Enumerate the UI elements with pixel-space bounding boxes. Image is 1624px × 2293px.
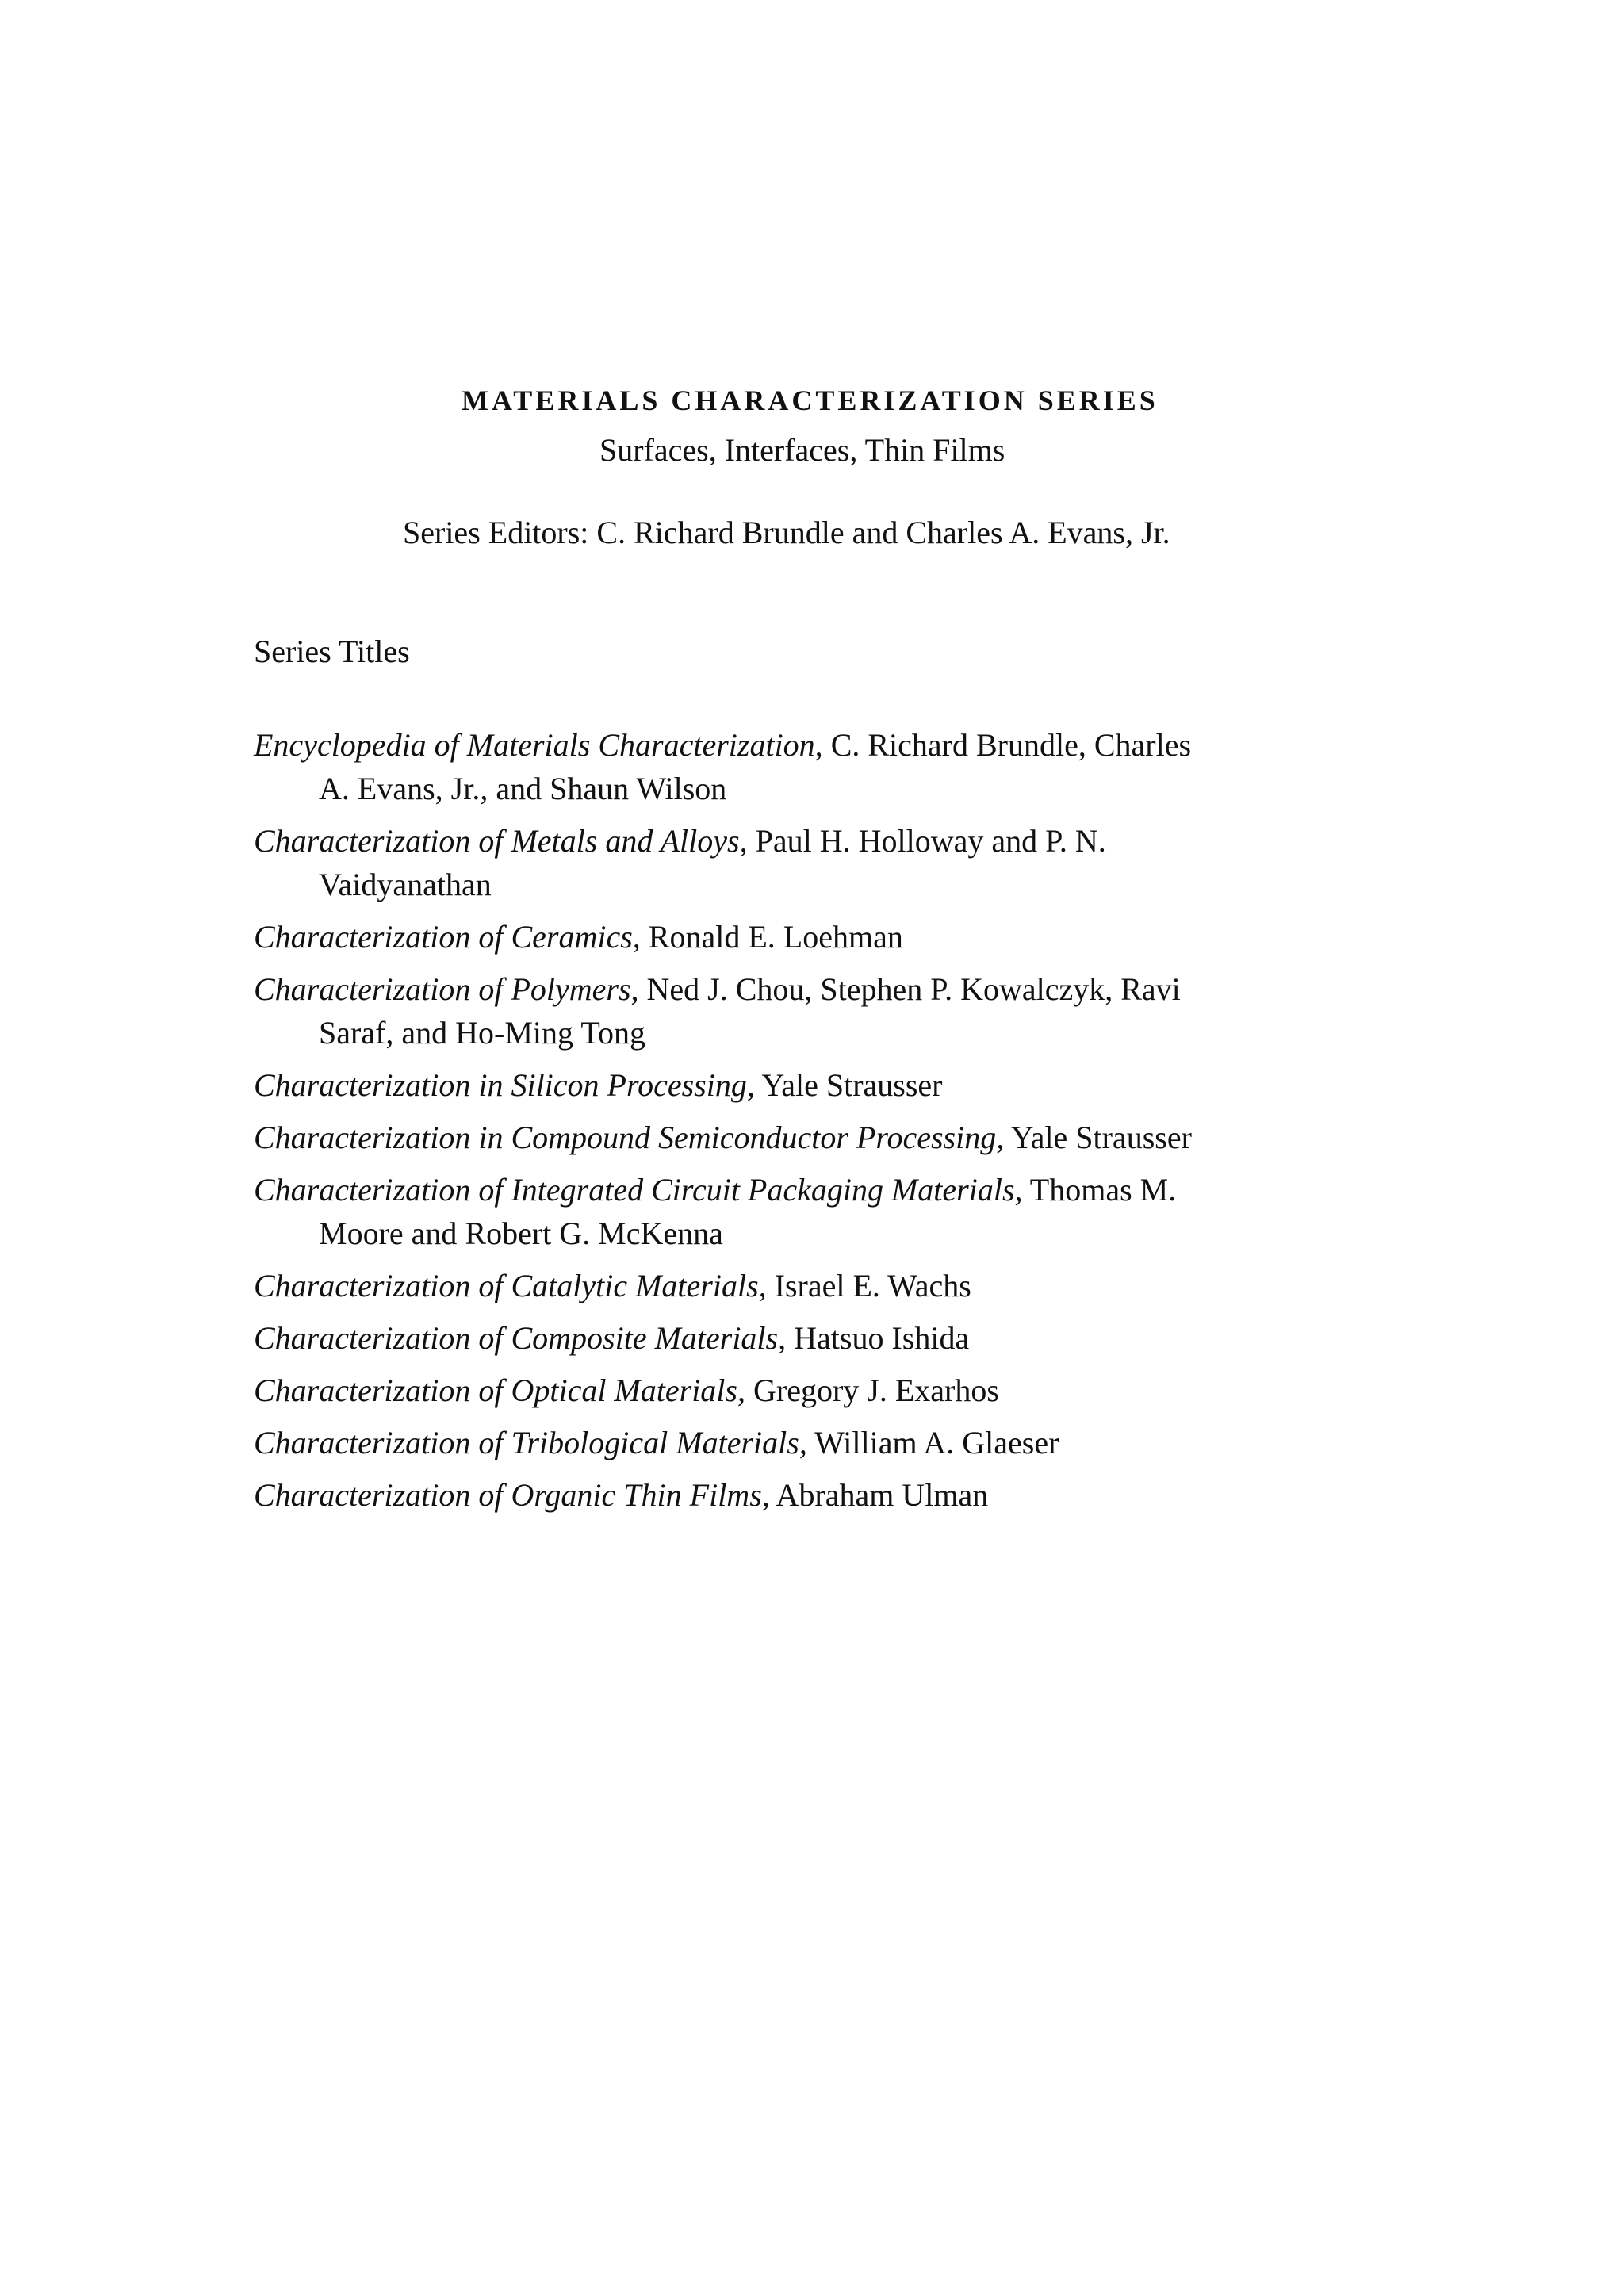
book-title: Characterization of Polymers,	[254, 971, 639, 1007]
book-authors: Gregory J. Exarhos	[745, 1372, 999, 1408]
book-title: Characterization of Catalytic Materials,	[254, 1268, 767, 1303]
book-title: Characterization of Optical Materials,	[254, 1372, 745, 1408]
book-authors: Ned J. Chou, Stephen P. Kowalczyk, Ravi Saraf, and Ho-Ming Tong	[319, 971, 1181, 1051]
series-title-entry	[254, 1168, 1205, 1255]
series-title-entry	[254, 1369, 1205, 1412]
series-title-entry	[254, 1264, 1205, 1307]
book-authors: Ronald E. Loehman	[640, 919, 903, 955]
series-title-entry	[254, 1116, 1205, 1159]
series-title-entry	[254, 915, 1205, 959]
series-name-heading: MATERIALS CHARACTERIZATION SERIES	[462, 385, 1159, 416]
series-title-entry	[254, 967, 1205, 1055]
series-title-entry	[254, 819, 1205, 906]
book-title: Encyclopedia of Materials Characterization,	[254, 727, 823, 763]
book-authors: William A. Glaeser	[806, 1425, 1059, 1460]
book-title: Characterization of Ceramics,	[254, 919, 641, 955]
series-titles-heading: Series Titles	[254, 634, 410, 669]
book-authors: Yale Strausser	[1004, 1120, 1192, 1155]
book-authors: Paul H. Holloway and P. N. Vaidyanathan	[319, 823, 1106, 902]
book-authors: Israel E. Wachs	[766, 1268, 971, 1303]
series-title-entry	[254, 1421, 1205, 1464]
book-title: Characterization of Organic Thin Films,	[254, 1477, 770, 1513]
series-title-entry	[254, 1473, 1205, 1517]
series-editors-line: Series Editors: C. Richard Brundle and Charles A. Evans, Jr.	[403, 515, 1170, 550]
book-authors: Abraham Ulman	[769, 1477, 989, 1513]
book-title: Characterization of Composite Materials,	[254, 1320, 787, 1356]
book-authors: Yale Strausser	[754, 1067, 943, 1103]
series-title-entry	[254, 1063, 1205, 1107]
book-title: Characterization of Integrated Circuit Packaging Materials,	[254, 1172, 1023, 1208]
book-title: Characterization of Tribological Materials,	[254, 1425, 807, 1460]
book-title: Characterization in Compound Semiconductor Processing,	[254, 1120, 1005, 1155]
book-title: Characterization in Silicon Processing,	[254, 1067, 755, 1103]
book-authors: Thomas M. Moore and Robert G. McKenna	[319, 1172, 1177, 1251]
series-titles-list	[254, 723, 1205, 1525]
book-authors: C. Richard Brundle, Charles A. Evans, Jr., and Shaun Wilson	[319, 727, 1192, 806]
series-title-entry	[254, 723, 1205, 810]
book-title: Characterization of Metals and Alloys,	[254, 823, 748, 859]
series-title-entry	[254, 1316, 1205, 1360]
book-authors: Hatsuo Ishida	[786, 1320, 970, 1356]
series-subtitle: Surfaces, Interfaces, Thin Films	[599, 432, 1005, 468]
